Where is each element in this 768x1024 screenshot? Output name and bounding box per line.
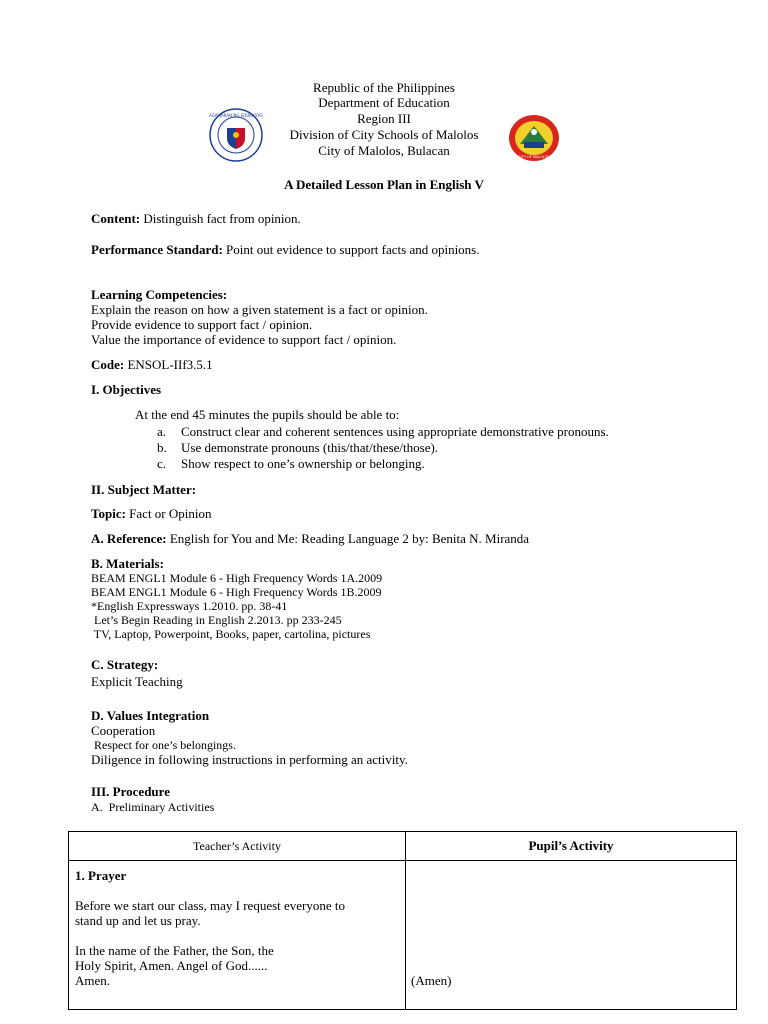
material-item: *English Expressways 1.2010. pp. 38-41 <box>91 599 288 613</box>
material-item: Let’s Begin Reading in English 2.2013. pp 233-245 <box>91 613 342 627</box>
content-text: Distinguish fact from opinion. <box>140 211 301 226</box>
strategy-text: Explicit Teaching <box>91 674 183 689</box>
header-region: Region III <box>357 111 411 126</box>
code-line <box>91 357 213 372</box>
header-department: Department of Education <box>318 95 450 110</box>
reference-text: English for You and Me: Reading Language 2 by: Benita N. Miranda <box>166 531 530 546</box>
pupil-activity-header: Pupil’s Activity <box>406 832 737 861</box>
reference-label: A. Reference: <box>91 531 167 546</box>
topic-label: Topic: <box>91 506 126 521</box>
performance-label: Performance Standard: <box>91 242 223 257</box>
prayer-text: In the name of the Father, the Son, the <box>75 943 274 958</box>
prayer-text: Before we start our class, may I request everyone to <box>75 898 346 913</box>
competency-item: Explain the reason on how a given statement is a fact or opinion. <box>91 302 428 317</box>
strategy-label: C. Strategy: <box>91 657 159 672</box>
topic-line <box>91 506 212 521</box>
performance-text: Point out evidence to support facts and opinions. <box>222 242 480 257</box>
objective-item: Construct clear and coherent sentences using appropriate demonstrative pronouns. <box>181 424 609 439</box>
reference-line <box>91 531 529 546</box>
header-city: City of Malolos, Bulacan <box>318 143 450 158</box>
material-item: BEAM ENGL1 Module 6 - High Frequency Words 1A.2009 <box>91 571 383 585</box>
teacher-activity-header: Teacher’s Activity <box>69 832 406 861</box>
subject-matter-heading: II. Subject Matter: <box>91 482 197 497</box>
performance-line <box>91 242 480 257</box>
value-item: Cooperation <box>91 723 156 738</box>
value-item: Diligence in following instructions in performing an activity. <box>91 752 408 767</box>
value-item: Respect for one’s belongings. <box>91 738 236 752</box>
prayer-text: Holy Spirit, Amen. Angel of God...... <box>75 958 268 973</box>
pupil-activity-cell <box>406 861 737 1010</box>
materials-label: B. Materials: <box>91 556 164 571</box>
malolos-seal-text: CITY OF MALOLOS <box>518 155 550 159</box>
topic-text: Fact or Opinion <box>125 506 212 521</box>
activity-table <box>68 831 737 1010</box>
prayer-heading: 1. Prayer <box>75 868 127 883</box>
prayer-text: stand up and let us pray. <box>75 913 201 928</box>
document-title: A Detailed Lesson Plan in English V <box>284 177 484 192</box>
content-label: Content: <box>91 211 141 226</box>
header-division: Division of City Schools of Malolos <box>289 127 479 142</box>
header-republic: Republic of the Philippines <box>313 80 455 95</box>
code-text: ENSOL-IIf3.5.1 <box>124 357 213 372</box>
competency-item: Provide evidence to support fact / opinion. <box>91 317 313 332</box>
procedure-heading: III. Procedure <box>91 784 170 799</box>
objective-marker: b. <box>157 440 167 455</box>
teacher-activity-cell <box>69 861 406 1010</box>
objectives-heading: I. Objectives <box>91 382 162 397</box>
content-line <box>91 211 301 226</box>
table-row <box>69 861 737 1010</box>
table-header-row <box>69 832 737 861</box>
competency-item: Value the importance of evidence to support fact / opinion. <box>91 332 397 347</box>
procedure-sub: A. Preliminary Activities <box>91 800 215 814</box>
objectives-intro: At the end 45 minutes the pupils should be able to: <box>135 407 400 422</box>
deped-seal-text: KAGAWARAN NG EDUKASYON <box>209 113 263 118</box>
material-item: TV, Laptop, Powerpoint, Books, paper, cartolina, pictures <box>91 627 371 641</box>
material-item: BEAM ENGL1 Module 6 - High Frequency Words 1B.2009 <box>91 585 382 599</box>
values-label: D. Values Integration <box>91 708 210 723</box>
objective-marker: c. <box>157 456 167 471</box>
objective-marker: a. <box>157 424 167 439</box>
prayer-text: Amen. <box>75 973 111 988</box>
code-label: Code: <box>91 357 125 372</box>
objective-item: Use demonstrate pronouns (this/that/these/those). <box>181 440 439 455</box>
objective-item: Show respect to one’s ownership or belonging. <box>181 456 425 471</box>
competencies-label: Learning Competencies: <box>91 287 228 302</box>
pupil-response: (Amen) <box>411 973 452 988</box>
